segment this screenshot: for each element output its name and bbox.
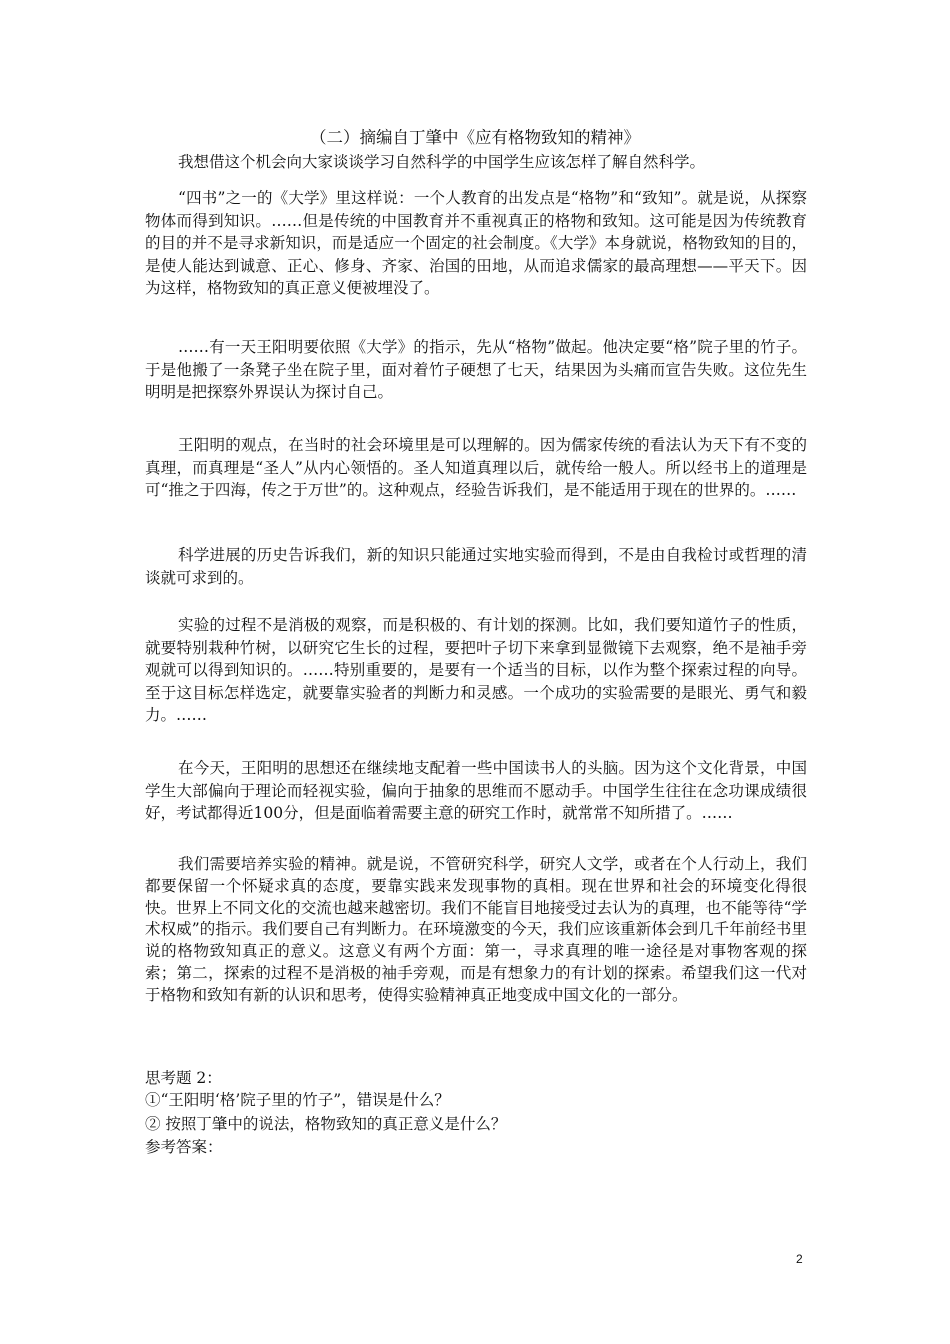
paragraph-7: 我们需要培养实验的精神。就是说，不管研究科学，研究人文学，或者在个人行动上，我们都要保留一个怀疑求真的态度，要靠实践来发现事物的真相。现在世界和社会的环境变化得很快。世界上不同文化的交流也越来越密切。我们不能盲目地接受过去认为的真理，也不能等待“学术权威”的指示。我们要自己有判断力。在环境激变的今天，我们应该重新体会到几千年前经书里说的格物致知真正的意义。这意义有两个方面：第一，寻求真理的唯一途径是对事物客观的探索；第二，探索的过程不是消极的袖手旁观，而是有想象力的有计划的探索。希望我们这一代对于格物和致知有新的认识和思考，使得实验精神真正地变成中国文化的一部分。 (145, 855, 807, 1004)
intro-paragraph: 我想借这个机会向大家谈谈学习自然科学的中国学生应该怎样了解自然科学。 (178, 153, 706, 171)
page-number: 2 (796, 1252, 803, 1266)
questions-heading: 思考题 2： (145, 1069, 222, 1087)
paragraph-5: 实验的过程不是消极的观察，而是积极的、有计划的探测。比如，我们要知道竹子的性质，就要特别栽种竹树，以研究它生长的过程，要把叶子切下来拿到显微镜下去观察，绝不是袖手旁观就可以得到知识的。……特别重要的，是要有一个适当的目标，以作为整个探索过程的向导。至于这目标怎样选定，就要靠实验者的判断力和灵感。一个成功的实验需要的是眼光、勇气和毅力。…… (145, 616, 807, 725)
question-2: ② 按照丁肇中的说法，格物致知的真正意义是什么？ (145, 1115, 507, 1133)
paragraph-6: 在今天，王阳明的思想还在继续地支配着一些中国读书人的头脑。因为这个文化背景，中国学生大部偏向于理论而轻视实验，偏向于抽象的思维而不愿动手。中国学生往往在念功课成绩很好，考试都得近100分，但是面临着需要主意的研究工作时，就常常不知所措了。…… (145, 759, 807, 823)
paragraph-3: 王阳明的观点，在当时的社会环境里是可以理解的。因为儒家传统的看法认为天下有不变的真理，而真理是“圣人”从内心领悟的。圣人知道真理以后，就传给一般人。所以经书上的道理是可“推之于四海，传之于万世”的。这种观点，经验告诉我们，是不能适用于现在的世界的。…… (145, 436, 807, 500)
answer-label: 参考答案： (145, 1138, 223, 1156)
question-1: ①“王阳明‘格’院子里的竹子”，错误是什么？ (145, 1091, 450, 1109)
paragraph-2: ……有一天王阳明要依照《大学》的指示，先从“格物”做起。他决定要“格”院子里的竹子。于是他搬了一条凳子坐在院子里，面对着竹子硬想了七天，结果因为头痛而宣告失败。这位先生明明是把探察外界误认为探讨自己。 (145, 338, 807, 402)
paragraph-4: 科学进展的历史告诉我们，新的知识只能通过实地实验而得到，不是由自我检讨或哲理的清谈就可求到的。 (145, 546, 807, 587)
paragraph-1: “四书”之一的《大学》里这样说：一个人教育的出发点是“格物”和“致知”。就是说，从探察物体而得到知识。……但是传统的中国教育并不重视真正的格物和致知。这可能是因为传统教育的目的并不是寻求新知识，而是适应一个固定的社会制度。《大学》本身就说，格物致知的目的，是使人能达到诚意、正心、修身、齐家、治国的田地，从而追求儒家的最高理想——平天下。因为这样，格物致知的真正意义便被埋没了。 (145, 189, 807, 298)
article-title: （二）摘编自丁肇中《应有格物致知的精神》 (310, 128, 640, 147)
